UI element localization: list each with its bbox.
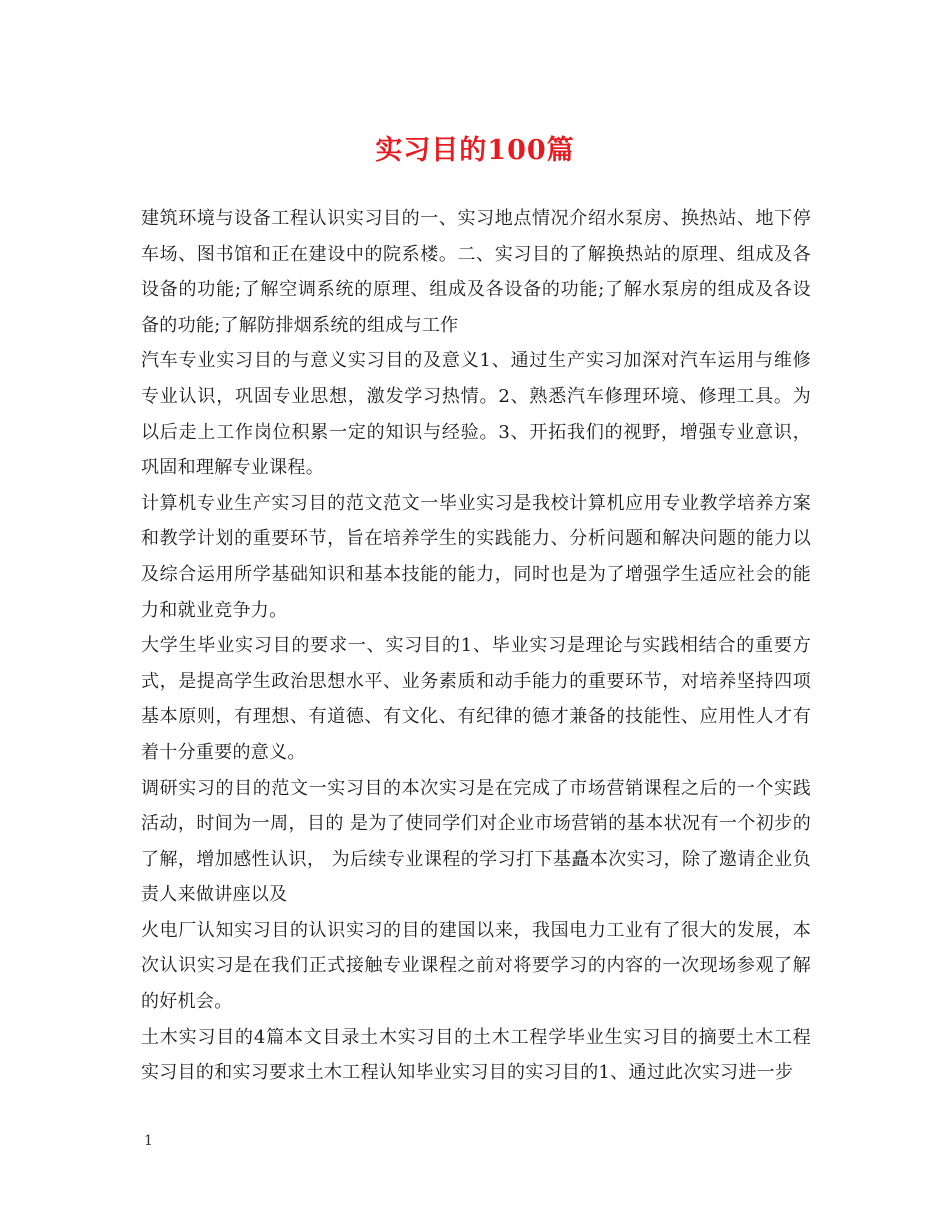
document-title: 实习目的100篇 <box>375 135 575 166</box>
paragraph: 汽车专业实习目的与意义实习目的及意义1、通过生产实习加深对汽车运用与维修专业认识，巩固专业思想，激发学习热情。2、熟悉汽车修理环境、修理工具。为以后走上工作岗位积累一定的知识与经验。3、开拓我们的视野，增强专业意识，巩固和理解专业课程。 <box>141 350 811 479</box>
paragraph: 调研实习的目的范文一实习目的本次实习是在完成了市场营销课程之后的一个实践活动，时间为一周，目的 是为了使同学们对企业市场营销的基本状况有一个初步的了解，增加感性认识， 为后续专业课程的学习打下基矗本次实习，除了邀请企业负责人来做讲座以及 <box>141 777 811 906</box>
paragraph: 大学生毕业实习目的要求一、实习目的1、毕业实习是理论与实践相结合的重要方式，是提高学生政治思想水平、业务素质和动手能力的重要环节，对培养坚持四项基本原则，有理想、有道德、有文化、有纪律的德才兼备的技能性、应用性人才有着十分重要的意义。 <box>141 635 811 763</box>
document-body <box>141 201 811 1091</box>
paragraph: 土木实习目的4篇本文目录土木实习目的土木工程学毕业生实习目的摘要土木工程实习目的和实习要求土木工程认知毕业实习目的实习目的1、通过此次实习进一步 <box>141 1026 811 1084</box>
page-number: 1 <box>144 1133 153 1149</box>
paragraph: 建筑环境与设备工程认识实习目的一、实习地点情况介绍水泵房、换热站、地下停车场、图书馆和正在建设中的院系楼。二、实习目的了解换热站的原理、组成及各设备的功能;了解空调系统的原理、组成及各设备的功能;了解水泵房的组成及各设备的功能;了解防排烟系统的组成与工作 <box>141 208 811 336</box>
paragraph: 计算机专业生产实习目的范文范文一毕业实习是我校计算机应用专业教学培养方案和教学计划的重要环节，旨在培养学生的实践能力、分析问题和解决问题的能力以及综合运用所学基础知识和基本技能的能力，同时也是为了增强学生适应社会的能力和就业竞争力。 <box>141 492 811 621</box>
paragraph: 火电厂认知实习目的认识实习的目的建国以来，我国电力工业有了很大的发展，本次认识实习是在我们正式接触专业课程之前对将要学习的内容的一次现场参观了解的好机会。 <box>141 919 811 1013</box>
